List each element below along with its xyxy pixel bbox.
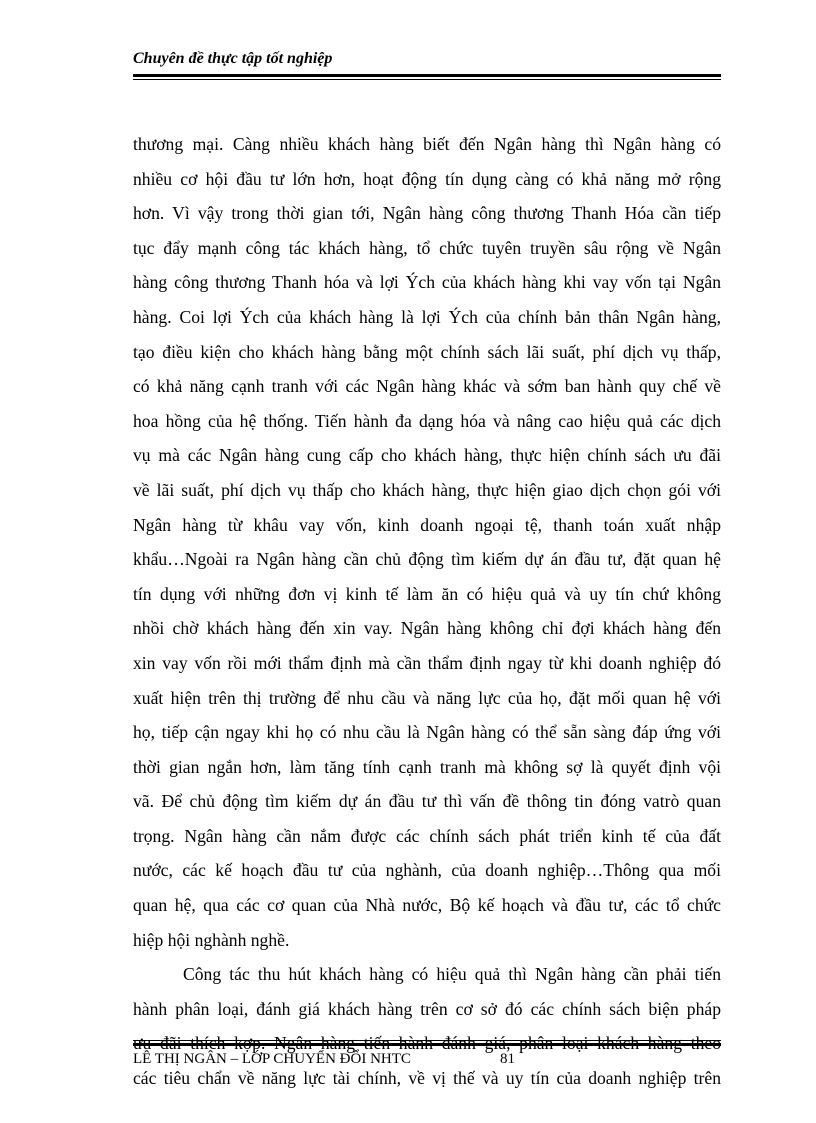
text-line: thời gian ngắn hơn, làm tăng tính cạnh tranh mà không sợ là quyết định vội [133, 756, 721, 777]
text-line: vã. Để chủ động tìm kiếm dự án đầu tư thì vấn đề thông tin đóng vatrò quan [133, 791, 721, 812]
text-line: có khả năng cạnh tranh với các Ngân hàng khác và sớm ban hành quy chế về [133, 376, 721, 397]
text-line: hơn. Vì vậy trong thời gian tới, Ngân hàng công thương Thanh Hóa cần tiếp [133, 203, 721, 224]
footer-author: LÊ THỊ NGÂN – LỚP CHUYỂN ĐỔI NHTC [133, 1051, 411, 1067]
page-number: 81 [500, 1051, 515, 1067]
text-line: về lãi suất, phí dịch vụ thấp cho khách hàng, thực hiện giao dịch chọn gói với [133, 479, 721, 500]
text-line: trọng. Ngân hàng cần nắm được các chính sách phát triển kinh tế của đất [133, 825, 721, 846]
text-line: hàng. Coi lợi Ých của khách hàng là lợi Ých của chính bản thân Ngân hàng, [133, 306, 721, 327]
paragraph-first-line: Công tác thu hút khách hàng có hiệu quả thì Ngân hàng cần phải tiến [183, 964, 721, 985]
text-line: hành phân loại, đánh giá khách hàng trên cơ sở đó các chính sách biện pháp [133, 998, 721, 1019]
text-line: khẩu…Ngoài ra Ngân hàng cần chủ động tìm kiếm dự án đầu tư, đặt quan hệ [133, 549, 721, 570]
text-line: hàng công thương Thanh hóa và lợi Ých của khách hàng khi vay vốn tại Ngân [133, 272, 721, 293]
text-line: tạo điều kiện cho khách hàng bằng một chính sách lãi suất, phí dịch vụ thấp, [133, 341, 721, 362]
text-line: hiệp hội nghành nghề. [133, 929, 290, 950]
body-text [133, 127, 721, 1096]
text-line: các tiêu chẩn về năng lực tài chính, về vị thế và uy tín của doanh nghiệp trên [133, 1068, 721, 1089]
footer-rule-thick [133, 1043, 721, 1046]
text-line: tục đẩy mạnh công tác khách hàng, tổ chức tuyên truyền sâu rộng về Ngân [133, 237, 721, 258]
text-line: thương mại. Càng nhiều khách hàng biết đến Ngân hàng thì Ngân hàng có [133, 134, 721, 154]
header-rule-thick [133, 74, 721, 77]
header-title: Chuyên đề thực tập tốt nghiệp [133, 50, 333, 67]
text-line: nhiều cơ hội đầu tư lớn hơn, hoạt động tín dụng càng có khả năng mở rộng [133, 168, 721, 189]
text-line: quan hệ, qua các cơ quan của Nhà nước, Bộ kế hoạch và đầu tư, các tổ chức [133, 895, 721, 916]
text-line: Ngân hàng từ khâu vay vốn, kinh doanh ngoại tệ, thanh toán xuất nhập [133, 514, 721, 535]
text-line: xin vay vốn rồi mới thẩm định mà cần thẩm định ngay từ khi doanh nghiệp đó [133, 652, 721, 673]
header-rule-thin [133, 79, 721, 80]
text-line: xuất hiện trên thị trường để nhu cầu và năng lực của họ, đặt mối quan hệ với [133, 687, 721, 708]
text-line: vụ mà các Ngân hàng cung cấp cho khách hàng, thực hiện chính sách ưu đãi [133, 445, 721, 466]
text-line: tín dụng với những đơn vị kinh tế làm ăn có hiệu quả và uy tín chứ không [133, 583, 721, 604]
text-line: họ, tiếp cận ngay khi họ có nhu cầu là Ngân hàng có thể sẵn sàng đáp ứng với [133, 722, 721, 743]
text-line: nhồi chờ khách hàng đến xin vay. Ngân hàng không chỉ đợi khách hàng đến [133, 618, 721, 639]
text-line: hoa hồng của hệ thống. Tiến hành đa dạng hóa và nâng cao hiệu quả các dịch [133, 410, 721, 431]
text-line: nước, các kế hoạch đầu tư của nghành, của doanh nghiệp…Thông qua mối [133, 860, 721, 881]
footer-rule-thin [133, 1040, 721, 1041]
